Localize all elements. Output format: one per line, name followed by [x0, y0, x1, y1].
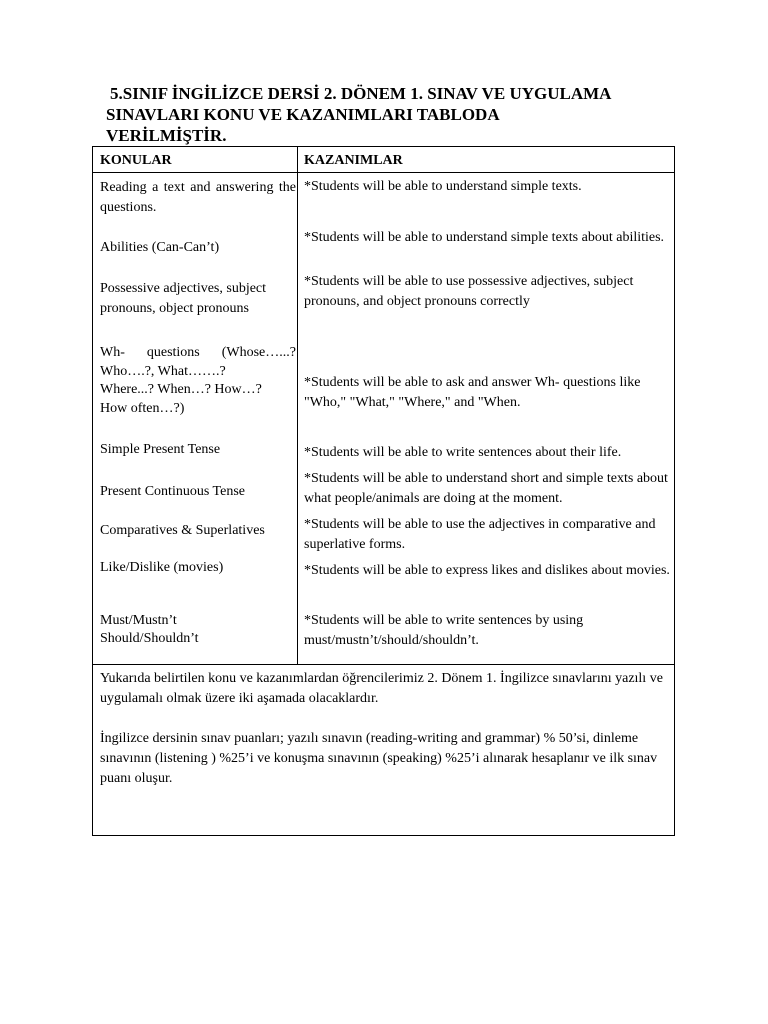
topic-wh-questions [100, 343, 296, 419]
outcome-possessives: *Students will be able to use possessive adjectives, subject pronouns, and object pronouns correctly [304, 274, 634, 309]
outcome-comparatives: *Students will be able to use the adjectives in comparative and superlative forms. [304, 517, 656, 552]
topic-modals-line-2: Should/Shouldn’t [100, 631, 199, 646]
title-line-1: 5.SINIF İNGİLİZCE DERSİ 2. DÖNEM 1. SINAV VE UYGULAMA [110, 84, 612, 103]
topic-present-continuous: Present Continuous Tense [100, 484, 245, 499]
outcome-reading: *Students will be able to understand simple texts. [304, 179, 582, 194]
header-kazanimlar: KAZANIMLAR [304, 153, 403, 168]
outcome-modals: *Students will be able to write sentences by using must/mustn’t/should/shouldn’t. [304, 613, 584, 648]
topic-wh-line-3: Where...? When…? How…? [100, 382, 262, 397]
topic-comparatives: Comparatives & Superlatives [100, 523, 265, 538]
topic-abilities: Abilities (Can-Can’t) [100, 240, 220, 255]
outcome-abilities: *Students will be able to understand simple texts about abilities. [304, 230, 665, 245]
topic-like-dislike: Like/Dislike (movies) [100, 560, 224, 575]
topic-wh-line-1: Wh- questions (Whose…...? [100, 345, 296, 360]
footer-paragraph-1: Yukarıda belirtilen konu ve kazanımlardan öğrencilerimiz 2. Dönem 1. İngilizce sınavlarını yazılı ve uygulamalı olmak üzere iki aşamada olacaklardır. [100, 671, 663, 706]
footer-paragraph-2: İngilizce dersinin sınav puanları; yazılı sınavın (reading-writing and grammar) % 50’si, dinleme sınavının (listening ) %25’i ve konuşma sınavının (speaking) %25’i alınarak hesaplanır ve ilk sınav puanı oluşur. [100, 731, 658, 786]
header-konular: KONULAR [100, 153, 172, 168]
topic-wh-line-2: Who….?, What…….? [100, 364, 226, 379]
table-section-divider [93, 664, 674, 665]
document-title [106, 83, 686, 146]
table-header-row [93, 147, 674, 173]
topic-wh-line-4: How often…?) [100, 401, 185, 416]
outcome-wh-questions: *Students will be able to ask and answer Wh- questions like "Who," "What," "Where," and "When. [304, 375, 641, 410]
title-line-2: SINAVLARI KONU VE KAZANIMLARI TABLODA [106, 105, 500, 124]
outcome-simple-present: *Students will be able to write sentences about their life. [304, 445, 622, 460]
topic-reading: Reading a text and answering the questions. [100, 180, 296, 215]
topic-possessives: Possessive adjectives, subject pronouns, object pronouns [100, 281, 267, 316]
outcome-present-continuous: *Students will be able to understand short and simple texts about what people/animals are doing at the moment. [304, 471, 668, 506]
topic-simple-present: Simple Present Tense [100, 442, 221, 457]
topic-modals-line-1: Must/Mustn’t [100, 613, 177, 628]
topics-outcomes-table [92, 146, 675, 836]
outcome-like-dislike: *Students will be able to express likes and dislikes about movies. [304, 563, 670, 578]
column-divider [297, 147, 298, 664]
topic-modals [100, 612, 296, 648]
title-line-3: VERİLMİŞTİR. [106, 126, 227, 145]
